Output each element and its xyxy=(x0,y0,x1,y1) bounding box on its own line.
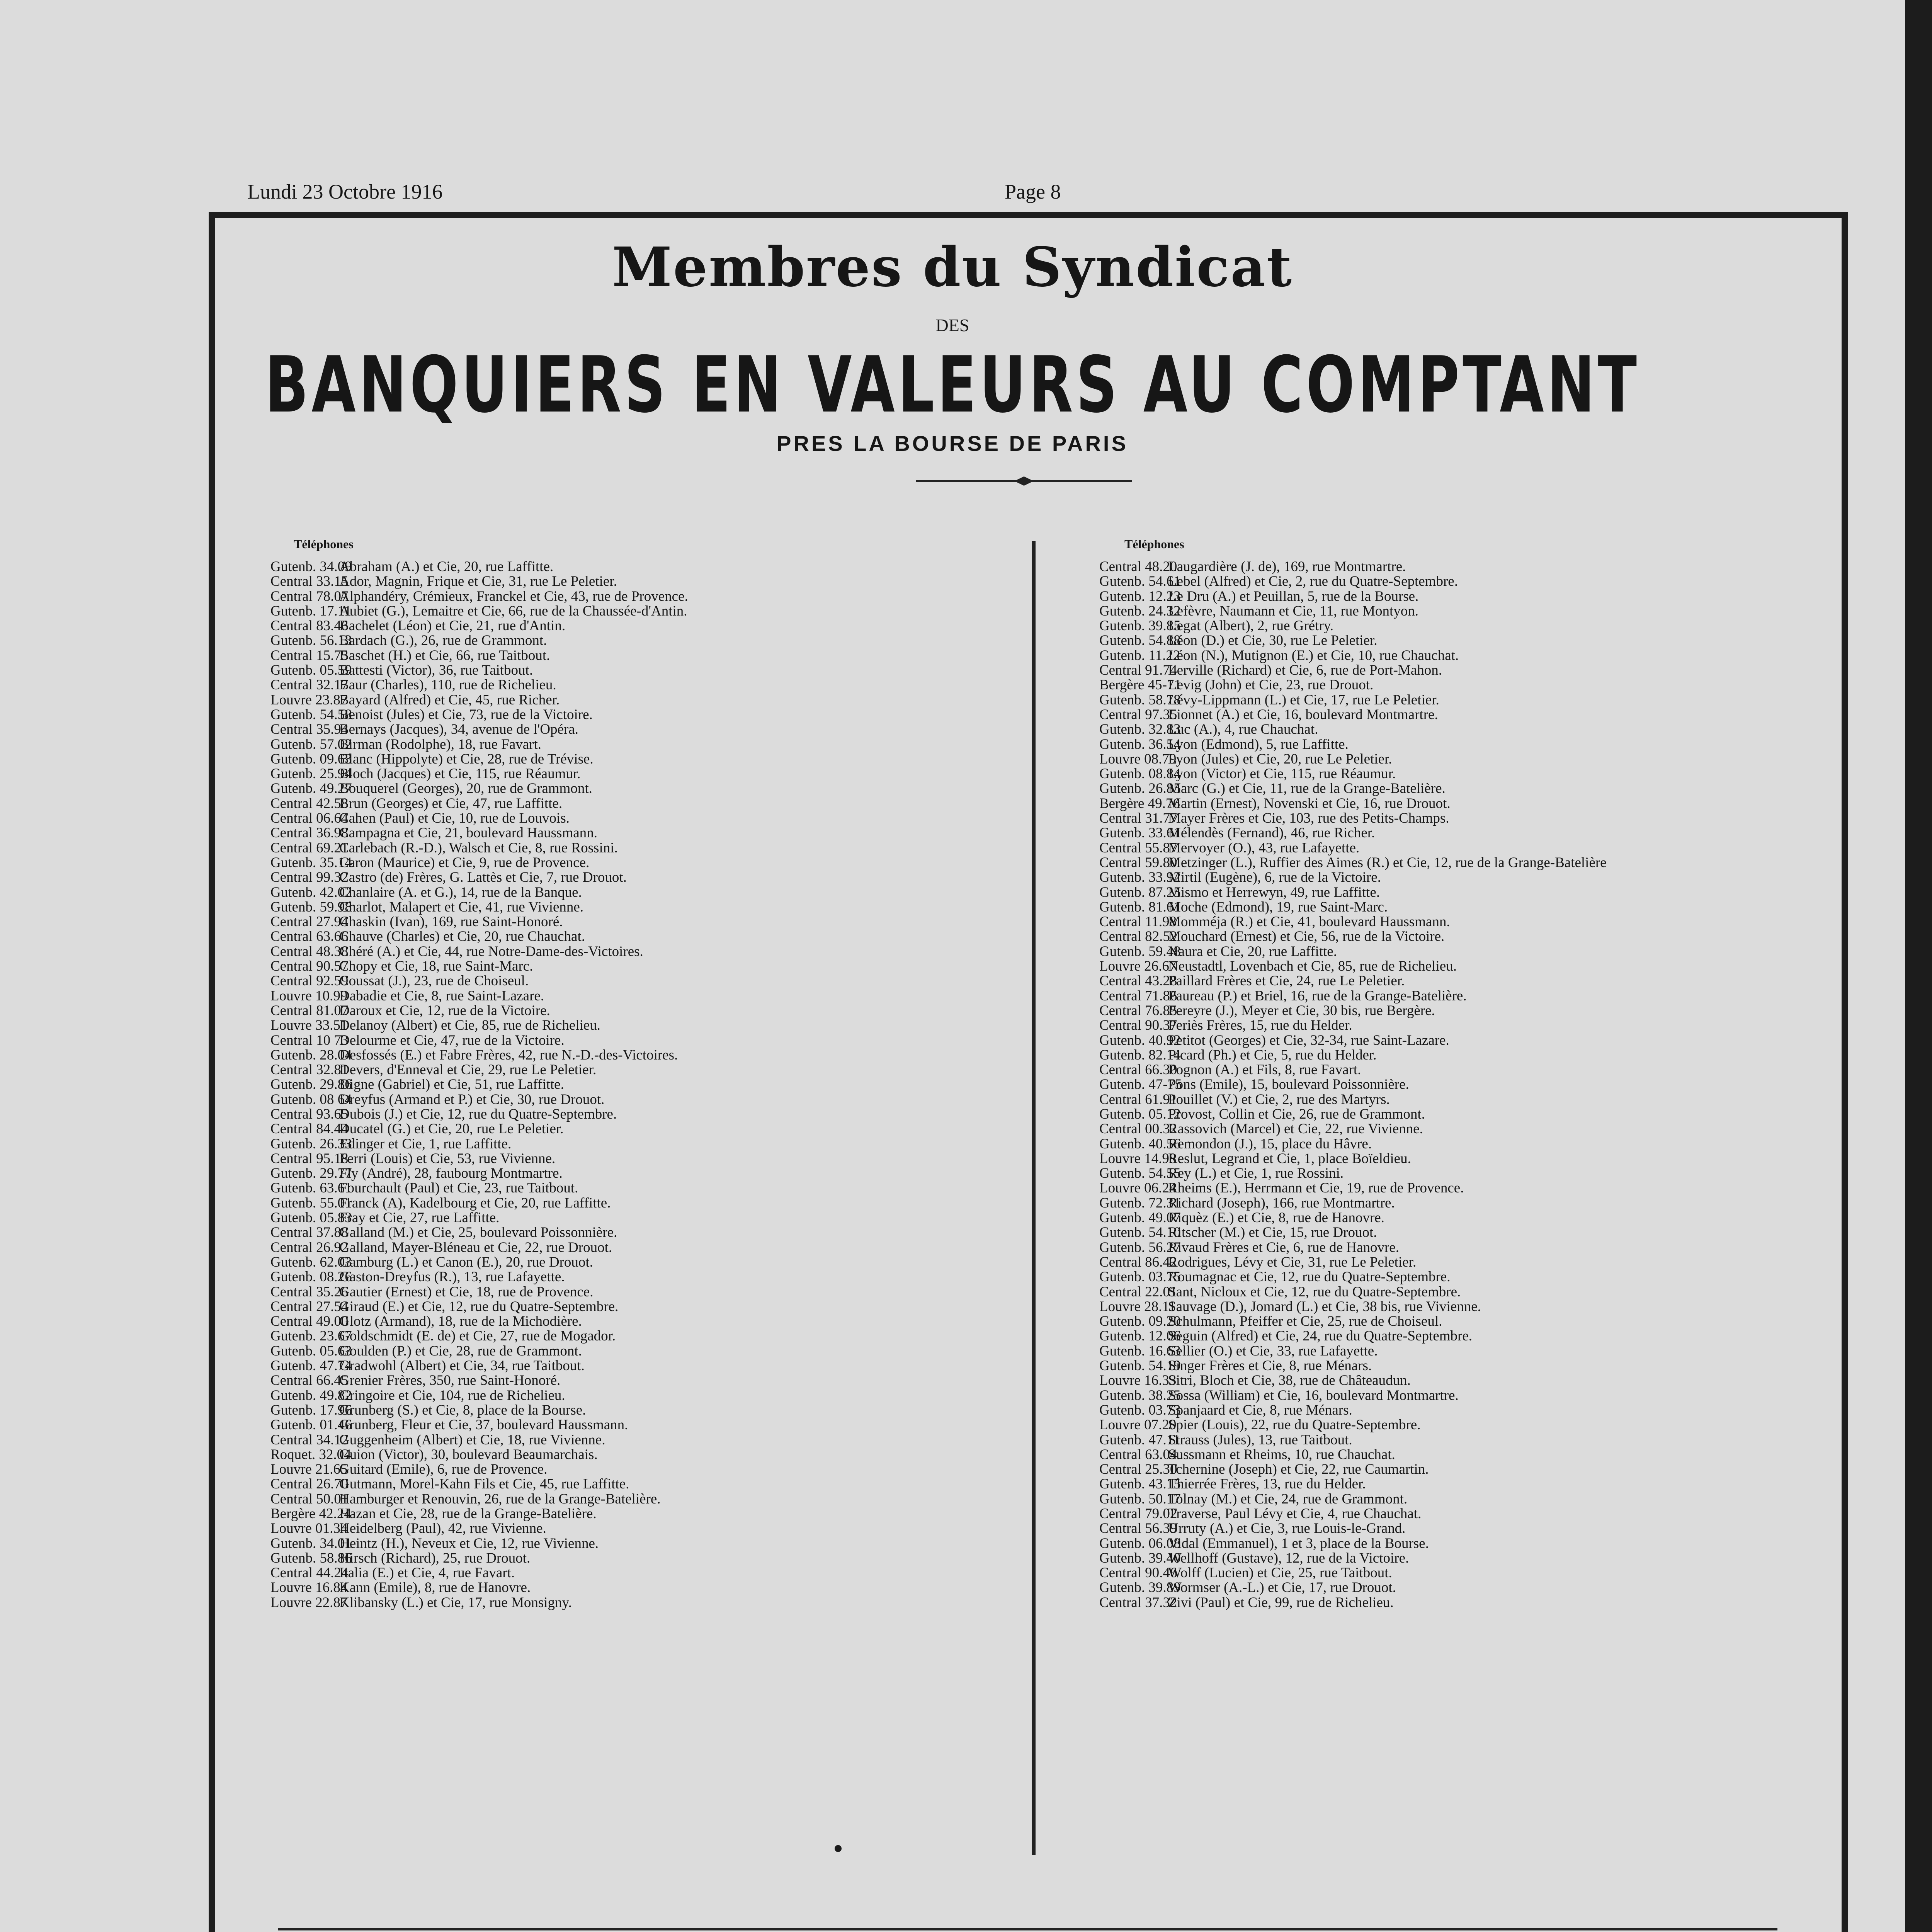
telephones-header-right: Téléphones xyxy=(1124,537,1184,551)
member-name: Chopy et Cie, 18, rue Saint-Marc. xyxy=(339,958,533,975)
member-name: Sossa (William) et Cie, 16, boulevard Montmartre. xyxy=(1168,1387,1459,1403)
member-phone: Gutenb. 23.67 xyxy=(270,1328,352,1344)
member-phone: Gutenb. 42.02 xyxy=(270,884,352,900)
member-phone: Central 63.66 xyxy=(270,929,349,945)
member-phone: Central 26.70 xyxy=(270,1476,349,1492)
member-phone: Gutenb. 03.75 xyxy=(1099,1269,1181,1285)
member-name: Galland, Mayer-Bléneau et Cie, 22, rue Drouot. xyxy=(339,1239,612,1255)
member-name: Rassovich (Marcel) et Cie, 22, rue Vivienne. xyxy=(1168,1121,1423,1137)
member-phone: Gutenb. 05.83 xyxy=(270,1210,352,1226)
member-name: Lyon (Jules) et Cie, 20, rue Le Peletier. xyxy=(1168,751,1392,767)
member-name: Zivi (Paul) et Cie, 99, rue de Richelieu. xyxy=(1168,1594,1394,1611)
member-name: Neustadtl, Lovenbach et Cie, 85, rue de Richelieu. xyxy=(1168,958,1457,975)
member-name: Lefèvre, Naumann et Cie, 11, rue Montyon. xyxy=(1168,603,1418,619)
member-phone: Gutenb. 39.85 xyxy=(1099,618,1181,634)
member-phone: Gutenb. 63.61 xyxy=(270,1180,352,1196)
member-phone: Louvre 16.84 xyxy=(270,1580,348,1596)
member-name: Coussat (J.), 23, rue de Choiseul. xyxy=(339,973,529,989)
member-name: Delanoy (Albert) et Cie, 85, rue de Richelieu. xyxy=(339,1017,601,1034)
member-phone: Central 71.86 xyxy=(1099,988,1177,1004)
member-phone: Gutenb. 49.82 xyxy=(270,1387,352,1403)
member-phone: Central 31.77 xyxy=(1099,810,1177,827)
member-name: Campagna et Cie, 21, boulevard Haussmann. xyxy=(339,825,597,841)
member-phone: Central 83.46 xyxy=(270,618,349,634)
member-name: Rodrigues, Lévy et Cie, 31, rue Le Peletier. xyxy=(1168,1254,1417,1270)
member-name: Mervoyer (O.), 43, rue Lafayette. xyxy=(1168,840,1360,856)
member-phone: Louvre 08.79 xyxy=(1099,751,1177,767)
member-name: Riquèz (E.) et Cie, 8, rue de Hanovre. xyxy=(1168,1210,1384,1226)
member-name: Strauss (Jules), 13, rue Taitbout. xyxy=(1168,1432,1352,1448)
member-name: Léon (N.), Mutignon (E.) et Cie, 10, rue Chauchat. xyxy=(1168,647,1459,663)
member-name: Heidelberg (Paul), 42, rue Vivienne. xyxy=(339,1520,546,1537)
member-name: Guion (Victor), 30, boulevard Beaumarchais. xyxy=(339,1446,598,1463)
member-name: Provost, Collin et Cie, 26, rue de Grammont. xyxy=(1168,1106,1425,1122)
member-name: Gringoire et Cie, 104, rue de Richelieu. xyxy=(339,1387,565,1403)
member-name: Sussmann et Rheims, 10, rue Chauchat. xyxy=(1168,1446,1395,1463)
member-phone: Gutenb. 54.58 xyxy=(270,706,352,723)
member-phone: Central 92.59 xyxy=(270,973,349,989)
member-name: Paillard Frères et Cie, 24, rue Le Peletier. xyxy=(1168,973,1405,989)
member-name: Ritscher (M.) et Cie, 15, rue Drouot. xyxy=(1168,1225,1377,1241)
member-phone: Central 11.98 xyxy=(1099,914,1177,930)
page-number: Page 8 xyxy=(1005,180,1061,203)
member-name: Delourme et Cie, 47, rue de la Victoire. xyxy=(339,1032,565,1048)
member-name: Legat (Albert), 2, rue Grétry. xyxy=(1168,618,1334,634)
member-phone: Central 48.38 xyxy=(270,943,349,959)
member-phone: Central 97.35 xyxy=(1099,706,1177,723)
member-name: Ducatel (G.) et Cie, 20, rue Le Peletier. xyxy=(339,1121,564,1137)
member-name: Castro (de) Frères, G. Lattès et Cie, 7, rue Drouot. xyxy=(339,869,627,886)
member-name: Lévy-Lippmann (L.) et Cie, 17, rue Le Peletier. xyxy=(1168,692,1439,708)
member-phone: Louvre 06.24 xyxy=(1099,1180,1177,1196)
member-name: Edinger et Cie, 1, rue Laffitte. xyxy=(339,1136,512,1152)
member-name: Gaston-Dreyfus (R.), 13, rue Lafayette. xyxy=(339,1269,565,1285)
member-name: Lyon (Victor) et Cie, 115, rue Réaumur. xyxy=(1168,766,1396,782)
member-name: Moche (Edmond), 19, rue Saint-Marc. xyxy=(1168,899,1388,915)
binding-edge xyxy=(1905,0,1932,1932)
member-name: Devers, d'Enneval et Cie, 29, rue Le Peletier. xyxy=(339,1062,597,1078)
telephones-header-left: Téléphones xyxy=(294,537,354,551)
member-name: Sellier (O.) et Cie, 33, rue Lafayette. xyxy=(1168,1343,1378,1359)
member-phone: Louvre 33.51 xyxy=(270,1017,348,1034)
member-name: Sant, Nicloux et Cie, 12, rue du Quatre-Septembre. xyxy=(1168,1284,1461,1300)
member-name: Aubiet (G.), Lemaitre et Cie, 66, rue de la Chaussée-d'Antin. xyxy=(339,603,687,619)
member-name: Wolff (Lucien) et Cie, 25, rue Taitbout. xyxy=(1168,1565,1392,1581)
member-name: Mirtil (Eugène), 6, rue de la Victoire. xyxy=(1168,869,1381,886)
member-phone: Central 42.58 xyxy=(270,795,349,811)
member-phone: Gutenb. 40.56 xyxy=(1099,1136,1181,1152)
member-phone: Central 79.02 xyxy=(1099,1506,1177,1522)
member-name: Seguin (Alfred) et Cie, 24, rue du Quatre-Septembre. xyxy=(1168,1328,1473,1344)
member-name: Chanlaire (A. et G.), 14, rue de la Banque. xyxy=(339,884,582,900)
member-phone: Central 25.30 xyxy=(1099,1461,1177,1478)
member-name: Laugardière (J. de), 169, rue Montmartre. xyxy=(1168,559,1406,575)
member-phone: Gutenb. 05.59 xyxy=(270,662,352,679)
member-phone: Central 10 73 xyxy=(270,1032,349,1048)
member-name: Benoist (Jules) et Cie, 73, rue de la Victoire. xyxy=(339,706,593,723)
title-membres: Membres du Syndicat xyxy=(612,236,1293,299)
member-phone: Gutenb. 16.63 xyxy=(1099,1343,1181,1359)
member-phone: Gutenb. 82.14 xyxy=(1099,1047,1181,1063)
member-name: Daroux et Cie, 12, rue de la Victoire. xyxy=(339,1002,550,1019)
member-name: Pognon (A.) et Fils, 8, rue Favart. xyxy=(1168,1062,1361,1078)
member-phone: Bergère 42.24 xyxy=(270,1506,351,1522)
member-phone: Gutenb. 54.61 xyxy=(1099,573,1181,590)
member-name: Lyon (Edmond), 5, rue Laffitte. xyxy=(1168,736,1349,752)
member-phone: Central 27.94 xyxy=(270,914,349,930)
member-name: Wellhoff (Gustave), 12, rue de la Victoire. xyxy=(1168,1550,1409,1566)
member-phone: Central 37.32 xyxy=(1099,1594,1177,1611)
member-phone: Gutenb. 47.74 xyxy=(270,1358,352,1374)
member-phone: Gutenb. 59.48 xyxy=(1099,943,1181,959)
member-phone: Louvre 28.11 xyxy=(1099,1298,1176,1315)
member-name: Remondon (J.), 15, place du Hâvre. xyxy=(1168,1136,1372,1152)
member-name: Alphandéry, Crémieux, Franckel et Cie, 43, rue de Provence. xyxy=(339,588,688,604)
member-phone: Gutenb. 06.08 xyxy=(1099,1535,1181,1551)
member-phone: Gutenb. 26.33 xyxy=(270,1136,352,1152)
member-phone: Central 44.24 xyxy=(270,1565,349,1581)
member-name: Traverse, Paul Lévy et Cie, 4, rue Chauchat. xyxy=(1168,1506,1422,1522)
member-name: Lebel (Alfred) et Cie, 2, rue du Quatre-Septembre. xyxy=(1168,573,1458,590)
member-phone: Gutenb. 54.19 xyxy=(1099,1358,1181,1374)
member-name: Pereyre (J.), Meyer et Cie, 30 bis, rue Bergère. xyxy=(1168,1002,1435,1019)
member-phone: Gutenb. 08.26 xyxy=(270,1269,352,1285)
member-name: Baur (Charles), 110, rue de Richelieu. xyxy=(339,677,556,693)
member-phone: Louvre 01.34 xyxy=(270,1520,348,1537)
member-phone: Central 91.74 xyxy=(1099,662,1177,679)
member-phone: Gutenb. 01.46 xyxy=(270,1417,352,1433)
member-name: Desfossés (E.) et Fabre Frères, 42, rue N.-D.-des-Victoires. xyxy=(339,1047,678,1063)
member-name: Bouquerel (Georges), 20, rue de Grammont. xyxy=(339,781,592,797)
member-name: Baschet (H.) et Cie, 66, rue Taitbout. xyxy=(339,647,550,663)
ornament-divider xyxy=(916,475,1132,487)
member-phone: Gutenb. 09.20 xyxy=(1099,1313,1181,1330)
member-phone: Louvre 23.87 xyxy=(270,692,348,708)
member-name: Pouillet (V.) et Cie, 2, rue des Martyrs. xyxy=(1168,1091,1390,1107)
member-name: Digne (Gabriel) et Cie, 51, rue Laffitte. xyxy=(339,1077,564,1093)
member-name: Glotz (Armand), 18, rue de la Michodière. xyxy=(339,1313,582,1330)
member-phone: Central 84.44 xyxy=(270,1121,349,1137)
member-phone: Gutenb. 43.15 xyxy=(1099,1476,1181,1492)
member-name: Bachelet (Léon) et Cie, 21, rue d'Antin. xyxy=(339,618,566,634)
member-phone: Central 90.37 xyxy=(1099,1017,1177,1034)
member-phone: Gutenb. 05.63 xyxy=(270,1343,352,1359)
member-name: Naura et Cie, 20, rue Laffitte. xyxy=(1168,943,1337,959)
member-name: Chéré (A.) et Cie, 44, rue Notre-Dame-des-Victoires. xyxy=(339,943,643,959)
member-name: Lerville (Richard) et Cie, 6, rue de Port-Mahon. xyxy=(1168,662,1442,679)
member-name: Bardach (G.), 26, rue de Grammont. xyxy=(339,633,547,649)
member-name: Vidal (Emmanuel), 1 et 3, place de la Bourse. xyxy=(1168,1535,1429,1551)
member-name: Spier (Louis), 22, rue du Quatre-Septembre. xyxy=(1168,1417,1421,1433)
member-phone: Gutenb. 24.32 xyxy=(1099,603,1181,619)
member-phone: Gutenb. 08.84 xyxy=(1099,766,1181,782)
member-name: Dubois (J.) et Cie, 12, rue du Quatre-Septembre. xyxy=(339,1106,617,1122)
member-phone: Central 63.04 xyxy=(1099,1446,1177,1463)
member-phone: Gutenb. 72.31 xyxy=(1099,1195,1181,1211)
member-phone: Central 06.64 xyxy=(270,810,349,827)
member-phone: Gutenb. 49.27 xyxy=(270,781,352,797)
member-name: Battesti (Victor), 36, rue Taitbout. xyxy=(339,662,533,679)
member-name: Heintz (H.), Neveux et Cie, 12, rue Vivienne. xyxy=(339,1535,599,1551)
member-name: Birman (Rodolphe), 18, rue Favart. xyxy=(339,736,542,752)
member-phone: Central 49.00 xyxy=(270,1313,349,1330)
member-phone: Gutenb. 38.25 xyxy=(1099,1387,1181,1403)
member-phone: Gutenb. 56.27 xyxy=(1099,1239,1181,1255)
member-phone: Gutenb. 25.94 xyxy=(270,766,352,782)
member-phone: Gutenb. 34.09 xyxy=(270,559,352,575)
member-phone: Central 32.17 xyxy=(270,677,349,693)
member-phone: Gutenb. 47-75 xyxy=(1099,1077,1182,1093)
title-banquiers: BANQUIERS EN VALEURS AU COMPTANT xyxy=(265,340,1640,430)
member-phone: Central 95.18 xyxy=(270,1150,349,1167)
member-name: Petitot (Georges) et Cie, 32-34, rue Saint-Lazare. xyxy=(1168,1032,1449,1048)
member-phone: Gutenb. 09.63 xyxy=(270,751,352,767)
member-phone: Central 69.21 xyxy=(270,840,349,856)
member-name: Mélendès (Fernand), 46, rue Richer. xyxy=(1168,825,1375,841)
member-name: Periès Frères, 15, rue du Helder. xyxy=(1168,1017,1352,1034)
member-phone: Gutenb. 12.23 xyxy=(1099,588,1181,604)
member-phone: Central 50.01 xyxy=(270,1491,349,1507)
member-phone: Gutenb. 58.86 xyxy=(270,1550,352,1566)
section-divider xyxy=(278,1928,1777,1930)
member-name: Carlebach (R.-D.), Walsch et Cie, 8, rue Rossini. xyxy=(339,840,618,856)
member-name: Bayard (Alfred) et Cie, 45, rue Richer. xyxy=(339,692,560,708)
member-phone: Central 93.65 xyxy=(270,1106,349,1122)
member-phone: Gutenb. 40.92 xyxy=(1099,1032,1181,1048)
member-name: Wormser (A.-L.) et Cie, 17, rue Drouot. xyxy=(1168,1580,1396,1596)
member-phone: Central 61.91 xyxy=(1099,1091,1177,1107)
member-name: Rivaud Frères et Cie, 6, rue de Hanovre. xyxy=(1168,1239,1399,1255)
member-phone: Louvre 26.67 xyxy=(1099,958,1177,975)
member-phone: Central 99.32 xyxy=(270,869,349,886)
member-phone: Gutenb. 33.61 xyxy=(1099,825,1181,841)
member-name: Guitard (Emile), 6, rue de Provence. xyxy=(339,1461,548,1478)
member-phone: Gutenb. 50.17 xyxy=(1099,1491,1181,1507)
member-phone: Louvre 21.65 xyxy=(270,1461,348,1478)
member-name: Italia (E.) et Cie, 4, rue Favart. xyxy=(339,1565,515,1581)
member-name: Tchernine (Joseph) et Cie, 22, rue Caumartin. xyxy=(1168,1461,1429,1478)
member-phone: Gutenb. 29.77 xyxy=(270,1165,352,1182)
member-name: Fray et Cie, 27, rue Laffitte. xyxy=(339,1210,500,1226)
member-name: Hirsch (Richard), 25, rue Drouot. xyxy=(339,1550,531,1566)
member-name: Brun (Georges) et Cie, 47, rue Laffitte. xyxy=(339,795,563,811)
member-name: Giraud (E.) et Cie, 12, rue du Quatre-Septembre. xyxy=(339,1298,619,1315)
member-phone: Gutenb. 33.92 xyxy=(1099,869,1181,886)
member-name: Levig (John) et Cie, 23, rue Drouot. xyxy=(1168,677,1374,693)
member-name: Spanjaard et Cie, 8, rue Ménars. xyxy=(1168,1402,1352,1418)
member-phone: Central 43.28 xyxy=(1099,973,1177,989)
member-phone: Central 33.15 xyxy=(270,573,349,590)
member-name: Gutmann, Morel-Kahn Fils et Cie, 45, rue Laffitte. xyxy=(339,1476,629,1492)
member-phone: Gutenb. 39.40 xyxy=(1099,1550,1181,1566)
member-phone: Central 36.98 xyxy=(270,825,349,841)
member-phone: Gutenb. 54.55 xyxy=(1099,1165,1181,1182)
member-name: Charlot, Malapert et Cie, 41, rue Vivienne. xyxy=(339,899,584,915)
title-bourse: PRES LA BOURSE DE PARIS xyxy=(777,431,1128,456)
member-phone: Central 48.20 xyxy=(1099,559,1177,575)
member-name: Mismo et Herrewyn, 49, rue Laffitte. xyxy=(1168,884,1380,900)
member-name: Rey (L.) et Cie, 1, rue Rossini. xyxy=(1168,1165,1344,1182)
member-phone: Central 26.92 xyxy=(270,1239,349,1255)
member-name: Guggenheim (Albert) et Cie, 18, rue Vivienne. xyxy=(339,1432,605,1448)
member-phone: Gutenb. 35.14 xyxy=(270,854,352,871)
member-name: Léon (D.) et Cie, 30, rue Le Peletier. xyxy=(1168,633,1378,649)
member-name: Fourchault (Paul) et Cie, 23, rue Taitbout. xyxy=(339,1180,578,1196)
member-phone: Gutenb. 56.13 xyxy=(270,633,352,649)
member-name: Roumagnac et Cie, 12, rue du Quatre-Septembre. xyxy=(1168,1269,1451,1285)
member-phone: Gutenb. 11.22 xyxy=(1099,647,1180,663)
member-phone: Central 00.32 xyxy=(1099,1121,1177,1137)
member-name: Galland (M.) et Cie, 25, boulevard Poissonnière. xyxy=(339,1225,617,1241)
member-name: Lionnet (A.) et Cie, 16, boulevard Montmartre. xyxy=(1168,706,1438,723)
member-phone: Central 35.94 xyxy=(270,721,349,738)
member-name: Abraham (A.) et Cie, 20, rue Laffitte. xyxy=(339,559,554,575)
issue-date: Lundi 23 Octobre 1916 xyxy=(247,180,443,203)
member-name: Mouchard (Ernest) et Cie, 56, rue de la Victoire. xyxy=(1168,929,1445,945)
member-name: Grenier Frères, 350, rue Saint-Honoré. xyxy=(339,1372,561,1389)
member-phone: Central 66.45 xyxy=(270,1372,349,1389)
member-phone: Gutenb. 39.89 xyxy=(1099,1580,1181,1596)
member-phone: Central 90.46 xyxy=(1099,1565,1177,1581)
member-phone: Central 34.12 xyxy=(270,1432,349,1448)
member-name: Caron (Maurice) et Cie, 9, rue de Provence. xyxy=(339,854,590,871)
member-name: Metzinger (L.), Ruffier des Aimes (R.) et Cie, 12, rue de la Grange-Batelière xyxy=(1168,854,1607,871)
member-phone: Central 78.07 xyxy=(270,588,349,604)
member-name: Grunberg (S.) et Cie, 8, place de la Bourse. xyxy=(339,1402,586,1418)
member-name: Dabadie et Cie, 8, rue Saint-Lazare. xyxy=(339,988,544,1004)
member-name: Luc (A.), 4, rue Chauchat. xyxy=(1168,721,1318,738)
member-phone: Gutenb. 58.78 xyxy=(1099,692,1181,708)
member-name: Gradwohl (Albert) et Cie, 34, rue Taitbout. xyxy=(339,1358,585,1374)
member-phone: Central 86.42 xyxy=(1099,1254,1177,1270)
member-phone: Gutenb. 29.86 xyxy=(270,1077,352,1093)
member-phone: Central 81.07 xyxy=(270,1002,349,1019)
member-name: Sitri, Bloch et Cie, 38, rue de Châteaudun. xyxy=(1168,1372,1411,1389)
member-phone: Gutenb. 12.06 xyxy=(1099,1328,1181,1344)
member-name: Richard (Joseph), 166, rue Montmartre. xyxy=(1168,1195,1395,1211)
member-name: Singer Frères et Cie, 8, rue Ménars. xyxy=(1168,1358,1372,1374)
member-name: Picard (Ph.) et Cie, 5, rue du Helder. xyxy=(1168,1047,1377,1063)
member-phone: Gutenb. 49.07 xyxy=(1099,1210,1181,1226)
member-name: Tolnay (M.) et Cie, 24, rue de Grammont. xyxy=(1168,1491,1408,1507)
member-phone: Louvre 07.20 xyxy=(1099,1417,1177,1433)
ink-dot xyxy=(835,1845,842,1852)
member-name: Martin (Ernest), Novenski et Cie, 16, rue Drouot. xyxy=(1168,795,1451,811)
member-phone: Gutenb. 57.02 xyxy=(270,736,352,752)
member-phone: Gutenb. 54.10 xyxy=(1099,1225,1181,1241)
member-phone: Gutenb. 32.83 xyxy=(1099,721,1181,738)
member-phone: Gutenb. 59.98 xyxy=(270,899,352,915)
member-name: Hazan et Cie, 28, rue de la Grange-Batelière. xyxy=(339,1506,597,1522)
member-name: Blanc (Hippolyte) et Cie, 28, rue de Trévise. xyxy=(339,751,594,767)
member-phone: Gutenb. 17.96 xyxy=(270,1402,352,1418)
member-phone: Central 90.57 xyxy=(270,958,349,975)
member-phone: Roquet. 32.04 xyxy=(270,1446,351,1463)
member-phone: Gutenb. 34.01 xyxy=(270,1535,352,1551)
member-name: Thierrée Frères, 13, rue du Helder. xyxy=(1168,1476,1366,1492)
member-phone: Louvre 16.33 xyxy=(1099,1372,1177,1389)
member-phone: Central 37.88 xyxy=(270,1225,349,1241)
member-phone: Louvre 10.99 xyxy=(270,988,348,1004)
member-name: Rheims (E.), Herrmann et Cie, 19, rue de Provence. xyxy=(1168,1180,1464,1196)
member-name: Momméja (R.) et Cie, 41, boulevard Haussmann. xyxy=(1168,914,1450,930)
member-name: Mayer Frères et Cie, 103, rue des Petits-Champs. xyxy=(1168,810,1449,827)
member-name: Marc (G.) et Cie, 11, rue de la Grange-Batelière. xyxy=(1168,781,1446,797)
member-phone: Louvre 14.98 xyxy=(1099,1150,1177,1167)
member-phone: Gutenb. 54.88 xyxy=(1099,633,1181,649)
member-name: Gautier (Ernest) et Cie, 18, rue de Provence. xyxy=(339,1284,594,1300)
member-name: Bernays (Jacques), 34, avenue de l'Opéra. xyxy=(339,721,578,738)
member-phone: Gutenb. 36.54 xyxy=(1099,736,1181,752)
member-phone: Central 22.01 xyxy=(1099,1284,1177,1300)
member-phone: Gutenb. 87.25 xyxy=(1099,884,1181,900)
member-name: Pons (Emile), 15, boulevard Poissonnière. xyxy=(1168,1077,1409,1093)
member-phone: Gutenb. 81.61 xyxy=(1099,899,1181,915)
member-name: Paureau (P.) et Briel, 16, rue de la Grange-Batelière. xyxy=(1168,988,1467,1004)
member-phone: Gutenb. 08 64 xyxy=(270,1091,352,1107)
member-name: Ferri (Louis) et Cie, 53, rue Vivienne. xyxy=(339,1150,556,1167)
member-name: Chauve (Charles) et Cie, 20, rue Chauchat. xyxy=(339,929,585,945)
member-phone: Bergère 45-71 xyxy=(1099,677,1181,693)
member-name: Bloch (Jacques) et Cie, 115, rue Réaumur. xyxy=(339,766,581,782)
member-name: Reslut, Legrand et Cie, 1, place Boïeldieu. xyxy=(1168,1150,1411,1167)
column-divider xyxy=(1032,541,1036,1855)
member-phone: Gutenb. 55.01 xyxy=(270,1195,352,1211)
member-name: Franck (A), Kadelbourg et Cie, 20, rue Laffitte. xyxy=(339,1195,611,1211)
member-phone: Bergère 49.76 xyxy=(1099,795,1180,811)
member-phone: Gutenb. 26.85 xyxy=(1099,781,1181,797)
member-name: Urruty (A.) et Cie, 3, rue Louis-le-Grand. xyxy=(1168,1520,1406,1537)
member-name: Ador, Magnin, Frique et Cie, 31, rue Le Peletier. xyxy=(339,573,617,590)
member-phone: Central 56.39 xyxy=(1099,1520,1177,1537)
member-phone: Central 59.80 xyxy=(1099,854,1177,871)
member-phone: Central 32.81 xyxy=(270,1062,349,1078)
member-name: Goldschmidt (E. de) et Cie, 27, rue de Mogador. xyxy=(339,1328,616,1344)
member-phone: Central 35.26 xyxy=(270,1284,349,1300)
member-phone: Gutenb. 05.12 xyxy=(1099,1106,1181,1122)
member-phone: Gutenb. 17.11 xyxy=(270,603,352,619)
member-name: Fly (André), 28, faubourg Montmartre. xyxy=(339,1165,563,1182)
member-phone: Central 82.52 xyxy=(1099,929,1177,945)
member-name: Le Dru (A.) et Peuillan, 5, rue de la Bourse. xyxy=(1168,588,1419,604)
member-name: Chaskin (Ivan), 169, rue Saint-Honoré. xyxy=(339,914,563,930)
member-phone: Central 15.75 xyxy=(270,647,349,663)
member-name: Goulden (P.) et Cie, 28, rue de Grammont. xyxy=(339,1343,582,1359)
member-name: Schulmann, Pfeiffer et Cie, 25, rue de Choiseul. xyxy=(1168,1313,1442,1330)
title-des: DES xyxy=(935,315,969,335)
member-phone: Central 66.30 xyxy=(1099,1062,1177,1078)
member-phone: Louvre 22.87 xyxy=(270,1594,348,1611)
member-name: Kann (Emile), 8, rue de Hanovre. xyxy=(339,1580,531,1596)
member-name: Sauvage (D.), Jomard (L.) et Cie, 38 bis, rue Vivienne. xyxy=(1168,1298,1481,1315)
member-name: Hamburger et Renouvin, 26, rue de la Grange-Batelière. xyxy=(339,1491,661,1507)
member-phone: Central 55.87 xyxy=(1099,840,1177,856)
member-phone: Gutenb. 03.73 xyxy=(1099,1402,1181,1418)
member-name: Dreyfus (Armand et P.) et Cie, 30, rue Drouot. xyxy=(339,1091,605,1107)
member-phone: Central 76.85 xyxy=(1099,1002,1177,1019)
member-name: Grunberg, Fleur et Cie, 37, boulevard Haussmann. xyxy=(339,1417,628,1433)
member-phone: Gutenb. 47.11 xyxy=(1099,1432,1180,1448)
member-phone: Central 27.54 xyxy=(270,1298,349,1315)
member-name: Cahen (Paul) et Cie, 10, rue de Louvois. xyxy=(339,810,570,827)
member-phone: Gutenb. 28.04 xyxy=(270,1047,352,1063)
member-name: Klibansky (L.) et Cie, 17, rue Monsigny. xyxy=(339,1594,572,1611)
member-phone: Gutenb. 62.03 xyxy=(270,1254,352,1270)
member-name: Gamburg (L.) et Canon (E.), 20, rue Drouot. xyxy=(339,1254,593,1270)
